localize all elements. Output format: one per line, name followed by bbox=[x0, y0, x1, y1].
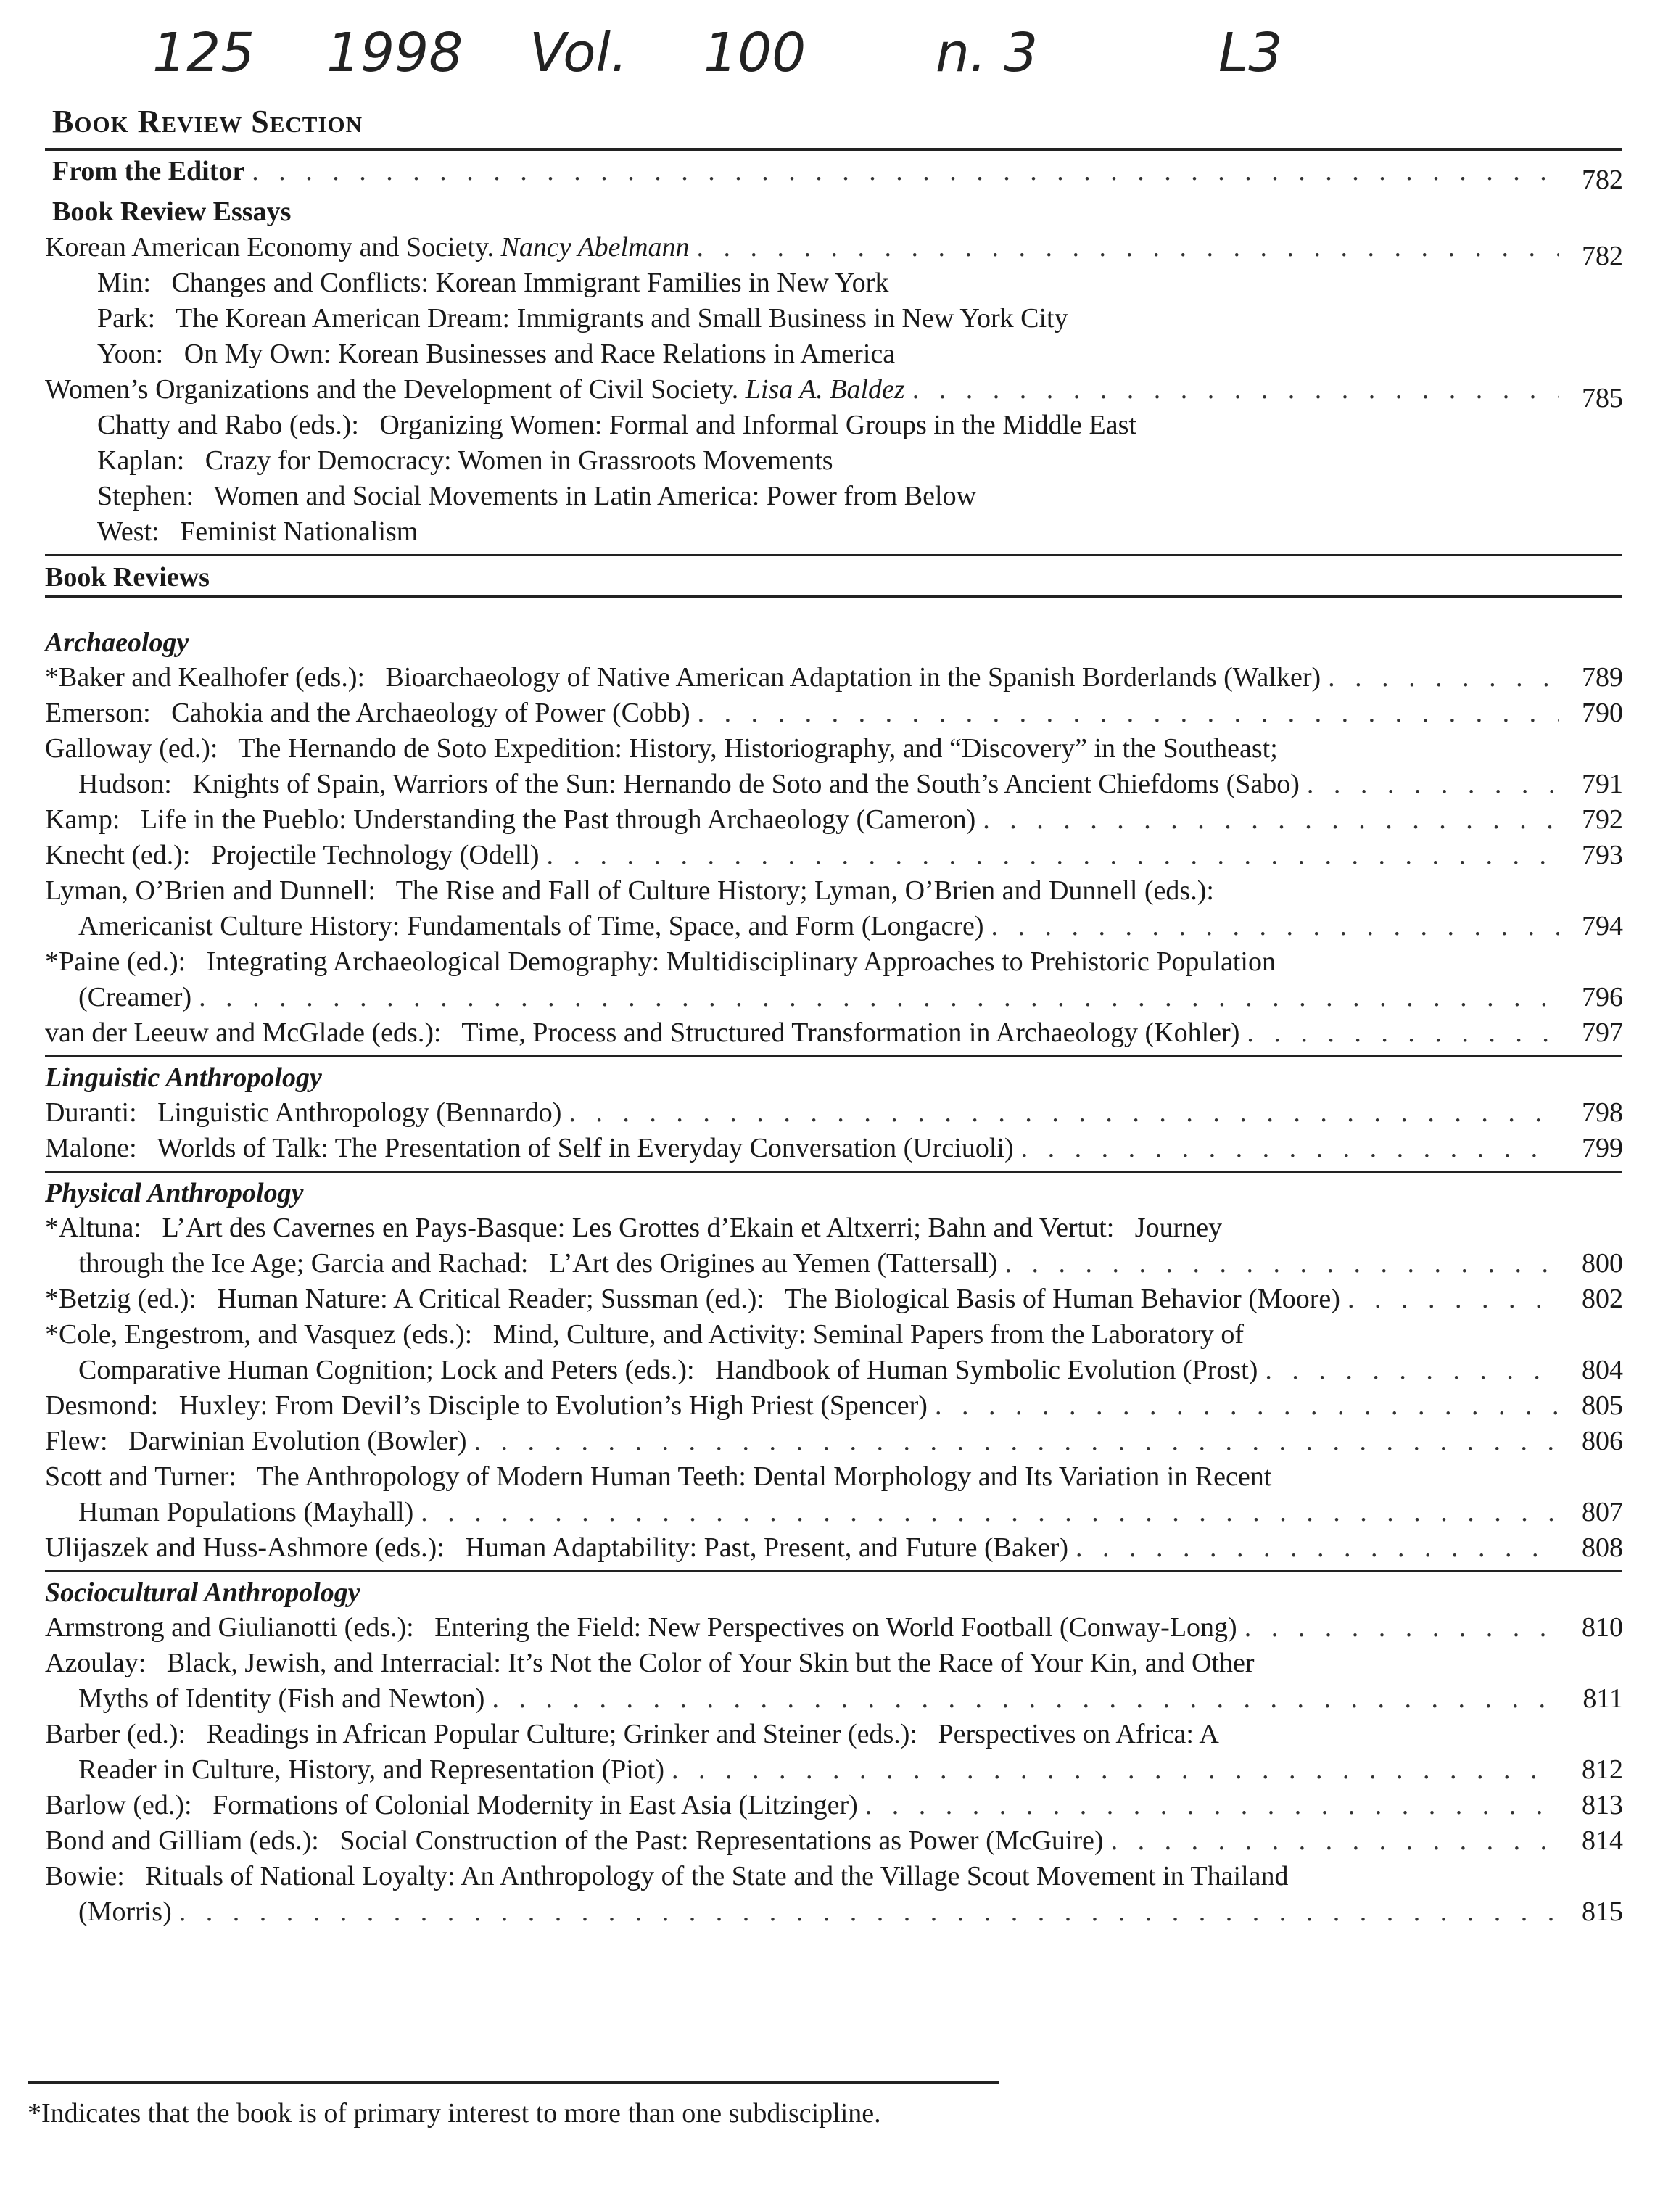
review-entry-line bbox=[45, 1459, 1623, 1495]
review-entry bbox=[45, 909, 1623, 944]
page-number: 800 bbox=[1582, 1248, 1623, 1279]
subsection-rule bbox=[45, 1055, 1622, 1057]
leader-dots bbox=[991, 909, 1560, 944]
review-entry bbox=[45, 838, 1623, 873]
page-number: 815 bbox=[1582, 1897, 1623, 1927]
subsection-rule bbox=[45, 1570, 1622, 1572]
essay-book-text: West: Feminist Nationalism bbox=[97, 516, 418, 547]
subsection-heading: Linguistic Anthropology bbox=[45, 1062, 322, 1093]
essay-entry bbox=[45, 372, 1623, 413]
leader-dots bbox=[1111, 1823, 1559, 1859]
handwritten-number: 125 bbox=[152, 22, 255, 84]
subsection-rule bbox=[45, 1171, 1622, 1173]
review-entry bbox=[45, 802, 1623, 838]
review-entry-text: Duranti: Linguistic Anthropology (Bennardo) bbox=[45, 1097, 562, 1128]
review-entry bbox=[45, 1282, 1623, 1317]
review-entry-text: Bond and Gilliam (eds.): Social Construction of the Past: Representations as Power (McGuire) bbox=[45, 1825, 1104, 1856]
essay-title bbox=[45, 230, 690, 265]
review-entry-text: Kamp: Life in the Pueblo: Understanding the Past through Archaeology (Cameron) bbox=[45, 804, 976, 835]
page-number: 814 bbox=[1582, 1825, 1623, 1856]
review-entry bbox=[45, 1495, 1623, 1530]
from-editor-entry bbox=[52, 154, 1623, 195]
review-entry bbox=[45, 1788, 1623, 1823]
essay-book-text: Min: Changes and Conflicts: Korean Immigrant Families in New York bbox=[97, 268, 889, 298]
review-entry-text: Reader in Culture, History, and Representation (Piot) bbox=[78, 1754, 665, 1785]
review-entry bbox=[45, 1610, 1623, 1646]
review-entry bbox=[45, 1894, 1623, 1930]
review-entry-text: Knecht (ed.): Projectile Technology (Odell) bbox=[45, 840, 540, 870]
review-entry-text: Malone: Worlds of Talk: The Presentation of Self in Everyday Conversation (Urciuoli) bbox=[45, 1133, 1014, 1163]
handwritten-volume-number: 100 bbox=[703, 22, 806, 84]
review-entry-line bbox=[45, 873, 1623, 909]
review-entry-text: Barber (ed.): Readings in African Popular Culture; Grinker and Steiner (eds.): Perspectives on Africa: A bbox=[45, 1719, 1219, 1749]
leader-dots bbox=[1245, 1610, 1559, 1646]
review-entry-text: Desmond: Huxley: From Devil’s Disciple to Evolution’s High Priest (Spencer) bbox=[45, 1390, 928, 1421]
leader-dots bbox=[697, 230, 1559, 265]
review-entry-text: Barlow (ed.): Formations of Colonial Modernity in East Asia (Litzinger) bbox=[45, 1790, 858, 1820]
essay-book bbox=[45, 337, 1623, 372]
leader-dots bbox=[1005, 1246, 1560, 1282]
page-number: 792 bbox=[1582, 804, 1623, 835]
review-entry-text: Lyman, O’Brien and Dunnell: The Rise and Fall of Culture History; Lyman, O’Brien and Dunnell (eds.): bbox=[45, 875, 1214, 906]
essays-list bbox=[45, 230, 1623, 550]
essay-book-text: Stephen: Women and Social Movements in Latin America: Power from Below bbox=[97, 481, 977, 511]
reviews-heading: Book Reviews bbox=[45, 562, 210, 593]
review-entry-text: Scott and Turner: The Anthropology of Modern Human Teeth: Dental Morphology and Its Variation in Recent bbox=[45, 1461, 1272, 1492]
review-entry-text: Armstrong and Giulianotti (eds.): Entering the Field: New Perspectives on World Football (Conway-Long) bbox=[45, 1612, 1237, 1643]
leader-dots bbox=[546, 838, 1559, 873]
review-entry-text: *Paine (ed.): Integrating Archaeological Demography: Multidisciplinary Approaches to Prehistoric Population bbox=[45, 946, 1276, 977]
leader-dots bbox=[474, 1424, 1559, 1459]
essay-book bbox=[45, 443, 1623, 479]
review-entry-line bbox=[45, 944, 1623, 980]
essays-heading: Book Review Essays bbox=[52, 197, 292, 227]
leader-dots bbox=[1021, 1131, 1559, 1166]
essay-book-text: Park: The Korean American Dream: Immigrants and Small Business in New York City bbox=[97, 303, 1068, 334]
review-entry bbox=[45, 696, 1623, 731]
review-entry-line bbox=[45, 1210, 1623, 1246]
review-entry bbox=[45, 1246, 1623, 1282]
review-entry-text: Galloway (ed.): The Hernando de Soto Expedition: History, Historiography, and “Discovery” in the Southeast; bbox=[45, 733, 1278, 764]
review-entry bbox=[45, 1424, 1623, 1459]
page-number: 785 bbox=[1582, 383, 1623, 413]
subsection-heading: Archaeology bbox=[45, 627, 189, 658]
essay-book bbox=[45, 265, 1623, 301]
essay-book bbox=[45, 301, 1623, 337]
page-number: 782 bbox=[1582, 165, 1623, 195]
essay-title-text: Women’s Organizations and the Development of Civil Society. bbox=[45, 374, 746, 405]
page-number: 789 bbox=[1582, 662, 1623, 693]
review-entry bbox=[45, 767, 1623, 802]
handwritten-year: 1998 bbox=[326, 22, 463, 84]
page-number: 802 bbox=[1582, 1284, 1623, 1314]
leader-dots bbox=[983, 802, 1559, 838]
essay-book-text: Kaplan: Crazy for Democracy: Women in Grassroots Movements bbox=[97, 445, 833, 476]
review-entry-text: (Creamer) bbox=[78, 982, 192, 1012]
reviews-heading-rule bbox=[45, 595, 1622, 598]
review-entry bbox=[45, 1388, 1623, 1424]
leader-dots bbox=[1347, 1282, 1559, 1317]
page-number: 796 bbox=[1582, 982, 1623, 1012]
review-entry bbox=[45, 1823, 1623, 1859]
spacer bbox=[45, 601, 1623, 622]
review-entry-line bbox=[45, 1859, 1623, 1894]
essay-book bbox=[45, 479, 1623, 514]
page-number: 799 bbox=[1582, 1133, 1623, 1163]
leader-dots bbox=[199, 980, 1559, 1015]
footnote: *Indicates that the book is of primary interest to more than one subdiscipline. bbox=[28, 2098, 881, 2129]
review-entry-text: van der Leeuw and McGlade (eds.): Time, Process and Structured Transformation in Archaeology (Kohler) bbox=[45, 1018, 1240, 1048]
review-entry-text: Bowie: Rituals of National Loyalty: An Anthropology of the State and the Village Scout Movement in Thailand bbox=[45, 1861, 1289, 1891]
review-entry-text: Comparative Human Cognition; Lock and Peters (eds.): Handbook of Human Symbolic Evolution (Prost) bbox=[78, 1355, 1258, 1385]
essay-book-text: Yoon: On My Own: Korean Businesses and Race Relations in America bbox=[97, 339, 896, 369]
review-entry-text: Hudson: Knights of Spain, Warriors of the Sun: Hernando de Soto and the South’s Ancient Chiefdoms (Sabo) bbox=[78, 769, 1300, 799]
leader-dots bbox=[912, 372, 1559, 408]
leader-dots bbox=[1328, 660, 1559, 696]
leader-dots bbox=[569, 1095, 1559, 1131]
leader-dots bbox=[865, 1788, 1559, 1823]
review-entry-text: Myths of Identity (Fish and Newton) bbox=[78, 1683, 485, 1714]
review-entry bbox=[45, 1015, 1623, 1051]
page-number: 794 bbox=[1582, 911, 1623, 941]
review-entry-line bbox=[45, 731, 1623, 767]
review-entry-text: Americanist Culture History: Fundamentals of Time, Space, and Form (Longacre) bbox=[78, 911, 984, 941]
review-entry-line bbox=[45, 1646, 1623, 1681]
review-entry bbox=[45, 980, 1623, 1015]
footnote-rule bbox=[28, 2081, 999, 2084]
page-number: 812 bbox=[1582, 1754, 1623, 1785]
review-entry-text: Azoulay: Black, Jewish, and Interracial: It’s Not the Color of Your Skin but the Race of Your Kin, and Other bbox=[45, 1648, 1255, 1678]
page-number: 808 bbox=[1582, 1532, 1623, 1563]
page-number: 793 bbox=[1582, 840, 1623, 870]
review-entry bbox=[45, 660, 1623, 696]
section-rule bbox=[45, 148, 1622, 151]
page-number: 813 bbox=[1582, 1790, 1623, 1820]
page-number: 807 bbox=[1582, 1497, 1623, 1527]
essay-book-text: Chatty and Rabo (eds.): Organizing Women: Formal and Informal Groups in the Middle East bbox=[97, 410, 1136, 440]
review-entry-text: Human Populations (Mayhall) bbox=[78, 1497, 414, 1527]
review-entry-text: Ulijaszek and Huss-Ashmore (eds.): Human Adaptability: Past, Present, and Future (Baker) bbox=[45, 1532, 1068, 1563]
page-number: 791 bbox=[1582, 769, 1623, 799]
page-number: 811 bbox=[1582, 1683, 1623, 1714]
leader-dots bbox=[492, 1681, 1559, 1717]
page-number: 804 bbox=[1582, 1355, 1623, 1385]
page-number: 805 bbox=[1582, 1390, 1623, 1421]
page-number: 798 bbox=[1582, 1097, 1623, 1128]
leader-dots bbox=[1247, 1015, 1559, 1051]
review-entry-text: *Cole, Engestrom, and Vasquez (eds.): Mind, Culture, and Activity: Seminal Papers from the Laboratory of bbox=[45, 1319, 1245, 1350]
review-entry-text: *Altuna: L’Art des Cavernes en Pays-Basque: Les Grottes d’Ekain et Altxerri; Bahn and Vertut: Journey bbox=[45, 1213, 1223, 1243]
review-entry bbox=[45, 1095, 1623, 1131]
page-number: 782 bbox=[1582, 241, 1623, 271]
page-number: 797 bbox=[1582, 1018, 1623, 1048]
section-title: Book Review Section bbox=[52, 104, 363, 139]
review-entry-text: through the Ice Age; Garcia and Rachad: L’Art des Origines au Yemen (Tattersall) bbox=[78, 1248, 998, 1279]
essay-author: Nancy Abelmann bbox=[500, 232, 690, 263]
review-entry bbox=[45, 1752, 1623, 1788]
handwritten-volume-label: Vol. bbox=[529, 22, 628, 84]
review-entry-line bbox=[45, 1317, 1623, 1353]
essay-author: Lisa A. Baldez bbox=[745, 374, 905, 405]
subsection-heading: Sociocultural Anthropology bbox=[45, 1577, 360, 1608]
review-entry-text: *Betzig (ed.): Human Nature: A Critical Reader; Sussman (ed.): The Biological Basis of Human Behavior (Moore) bbox=[45, 1284, 1340, 1314]
leader-dots bbox=[1307, 767, 1559, 802]
subsection-heading: Physical Anthropology bbox=[45, 1178, 304, 1208]
essay-book bbox=[45, 514, 1623, 550]
review-entry-text: (Morris) bbox=[78, 1897, 172, 1927]
page-number: 806 bbox=[1582, 1426, 1623, 1456]
review-subsections bbox=[45, 625, 1623, 1930]
leader-dots bbox=[935, 1388, 1559, 1424]
essay-title bbox=[45, 372, 905, 408]
handwritten-code: L3 bbox=[1218, 22, 1283, 84]
review-entry-text: *Baker and Kealhofer (eds.): Bioarchaeology of Native American Adaptation in the Spanish Borderlands (Walker) bbox=[45, 662, 1321, 693]
essay-title-text: Korean American Economy and Society. bbox=[45, 232, 501, 263]
handwritten-annotation bbox=[152, 22, 1530, 87]
review-entry bbox=[45, 1530, 1623, 1566]
leader-dots bbox=[421, 1495, 1559, 1530]
review-entry-text: Flew: Darwinian Evolution (Bowler) bbox=[45, 1426, 467, 1456]
page-number: 790 bbox=[1582, 698, 1623, 728]
handwritten-issue: n. 3 bbox=[936, 22, 1039, 84]
leader-dots bbox=[179, 1894, 1559, 1930]
page-number: 810 bbox=[1582, 1612, 1623, 1643]
leader-dots bbox=[672, 1752, 1559, 1788]
review-entry-text: Emerson: Cahokia and the Archaeology of Power (Cobb) bbox=[45, 698, 690, 728]
table-of-contents bbox=[45, 103, 1623, 1930]
reviews-rule bbox=[45, 554, 1622, 556]
leader-dots bbox=[1265, 1353, 1559, 1388]
review-entry bbox=[45, 1131, 1623, 1166]
leader-dots bbox=[1076, 1530, 1559, 1566]
essay-entry bbox=[45, 230, 1623, 271]
leader-dots bbox=[252, 154, 1559, 189]
from-editor-label: From the Editor bbox=[52, 156, 245, 186]
review-entry bbox=[45, 1681, 1623, 1717]
review-entry bbox=[45, 1353, 1623, 1388]
leader-dots bbox=[698, 696, 1559, 731]
essay-book bbox=[45, 408, 1623, 443]
review-entry-line bbox=[45, 1717, 1623, 1752]
